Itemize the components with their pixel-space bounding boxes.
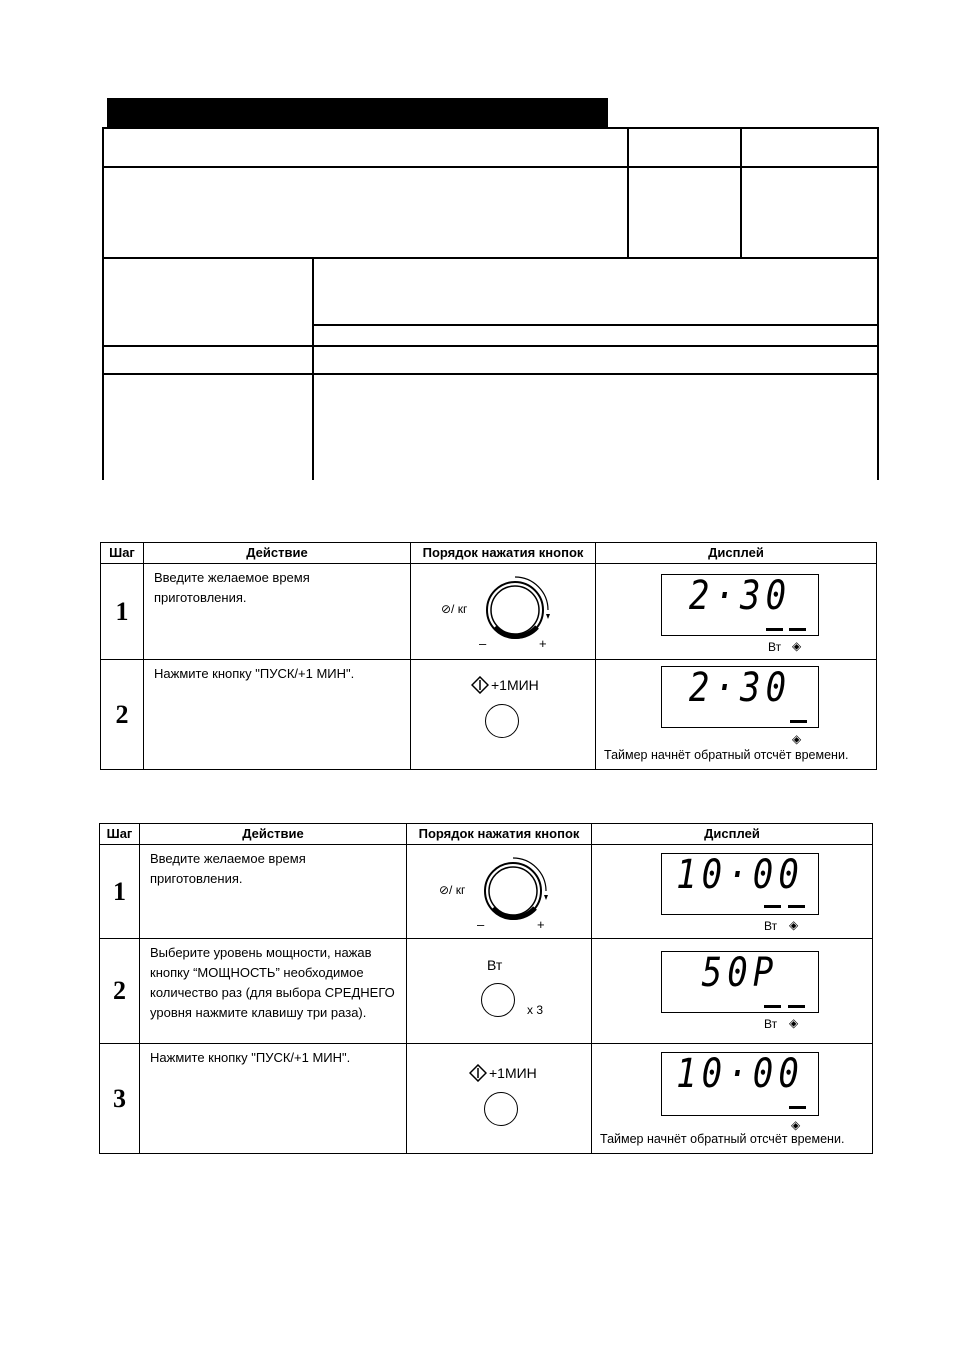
caption: Таймер начнёт обратный отсчёт времени. <box>604 748 849 762</box>
caption: Таймер начнёт обратный отсчёт времени. <box>600 1132 845 1146</box>
button-cell <box>407 845 592 939</box>
steps-table-1 <box>100 542 877 770</box>
button-cell <box>411 660 596 770</box>
start-button[interactable] <box>484 1092 518 1126</box>
start-indicator-icon: ◈ <box>789 918 799 932</box>
minus-sign: – <box>477 917 485 932</box>
plus-sign: + <box>539 636 547 651</box>
display-cell <box>596 660 877 770</box>
start-indicator-icon: ◈ <box>791 1118 801 1132</box>
power-button[interactable] <box>481 983 515 1017</box>
action-text: Введите желаемое время приготовления. <box>144 564 411 660</box>
header-display: Дисплей <box>592 824 873 845</box>
knob-label: ⊘/ кг <box>439 883 466 897</box>
power-indicator: Вт <box>764 1017 778 1031</box>
start-button-label: +1МИН <box>491 677 539 693</box>
action-text: Нажмите кнопку "ПУСК/+1 МИН". <box>140 1044 407 1154</box>
press-count: x 3 <box>527 1003 544 1017</box>
display-readout: 50P <box>701 950 779 996</box>
display-cell <box>592 939 873 1044</box>
section-title-bar <box>107 98 608 127</box>
start-icon <box>469 1064 487 1082</box>
steps-table-2 <box>99 823 873 1154</box>
step-number: 3 <box>100 1044 140 1154</box>
minus-sign: – <box>479 636 487 651</box>
table-row <box>100 1044 873 1154</box>
display-readout: 2·30 <box>688 573 792 619</box>
action-text: Нажмите кнопку "ПУСК/+1 МИН". <box>144 660 411 770</box>
step-number: 1 <box>101 564 144 660</box>
button-cell <box>411 564 596 660</box>
dial-knob-icon[interactable] <box>473 572 563 652</box>
header-action: Действие <box>140 824 407 845</box>
knob-label: ⊘/ кг <box>441 602 468 616</box>
table-row <box>100 939 873 1044</box>
display-readout: 10·00 <box>676 852 804 898</box>
dial-knob-icon[interactable] <box>471 853 561 933</box>
header-step: Шаг <box>101 543 144 564</box>
power-button-label: Вт <box>487 957 503 973</box>
header-action: Действие <box>144 543 411 564</box>
lcd-display <box>661 951 819 1013</box>
header-buttons: Порядок нажатия кнопок <box>411 543 596 564</box>
action-text: Введите желаемое время приготовления. <box>140 845 407 939</box>
start-icon <box>471 676 489 694</box>
table-row <box>101 564 877 660</box>
header-buttons: Порядок нажатия кнопок <box>407 824 592 845</box>
display-readout: 10·00 <box>676 1051 804 1097</box>
step-number: 1 <box>100 845 140 939</box>
start-button-label: +1МИН <box>489 1065 537 1081</box>
header-step: Шаг <box>100 824 140 845</box>
power-indicator: Вт <box>764 919 778 933</box>
header-display: Дисплей <box>596 543 877 564</box>
button-cell <box>407 1044 592 1154</box>
lcd-display <box>661 574 819 636</box>
display-cell <box>596 564 877 660</box>
start-button[interactable] <box>485 704 519 738</box>
start-indicator-icon: ◈ <box>792 732 802 746</box>
step-number: 2 <box>100 939 140 1044</box>
power-indicator: Вт <box>768 640 782 654</box>
table-row <box>100 845 873 939</box>
table-row <box>101 660 877 770</box>
start-indicator-icon: ◈ <box>792 639 802 653</box>
start-indicator-icon: ◈ <box>789 1016 799 1030</box>
action-text: Выберите уровень мощности, нажав кнопку “МОЩНОСТЬ” необходимое количество раз (для выбора СРЕДНЕГО уровня нажмите клавишу три раза). <box>140 939 407 1044</box>
display-cell <box>592 845 873 939</box>
plus-sign: + <box>537 917 545 932</box>
lcd-display <box>661 666 819 728</box>
display-cell <box>592 1044 873 1154</box>
button-cell <box>407 939 592 1044</box>
display-readout: 2·30 <box>688 665 792 711</box>
step-number: 2 <box>101 660 144 770</box>
